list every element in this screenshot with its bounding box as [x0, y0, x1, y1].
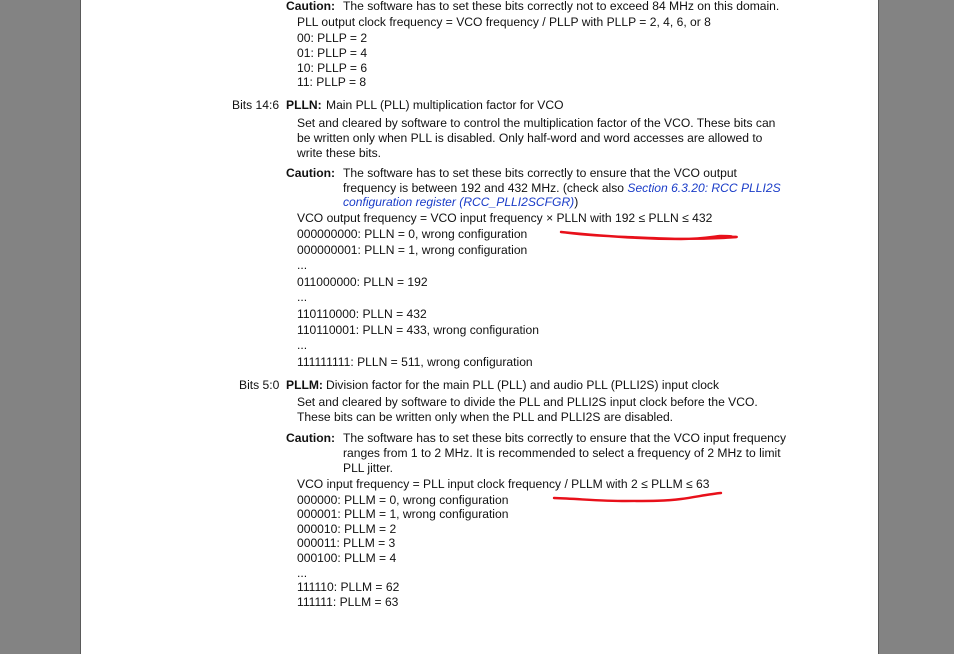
pllm-value: 000010: PLLM = 2	[297, 522, 397, 536]
pllm-value: 000100: PLLM = 4	[297, 551, 397, 565]
pllm-caution-line: ranges from 1 to 2 MHz. It is recommended to select a frequency of 2 MHz to limit	[343, 446, 781, 460]
plln-value: 110110001: PLLN = 433, wrong configuration	[297, 323, 539, 337]
plln-ellipsis: ...	[297, 338, 308, 352]
plln-desc: be written only when PLL is disabled. Only half-word and word accesses are allowed to	[297, 131, 763, 145]
plln-caution-line: configuration register (RCC_PLLI2SCFGR))	[343, 195, 579, 209]
annotation-layer	[81, 0, 878, 654]
pllm-title: Division factor for the main PLL (PLL) and audio PLL (PLLI2S) input clock	[326, 378, 720, 392]
pllm-ellipsis: ...	[297, 566, 308, 580]
pllp-value: 00: PLLP = 2	[297, 31, 368, 45]
plln-name: PLLN:	[286, 98, 322, 112]
plln-value: 110110000: PLLN = 432	[297, 307, 427, 321]
pllm-value: 111110: PLLM = 62	[297, 580, 400, 594]
plln-value: 000000000: PLLN = 0, wrong configuration	[297, 227, 528, 241]
pllp-value: 11: PLLP = 8	[297, 75, 367, 89]
pllp-formula: PLL output clock frequency = VCO frequency / PLLP with PLLP = 2, 4, 6, or 8	[297, 15, 711, 29]
plln-bits: Bits 14:6	[232, 98, 280, 112]
pllm-value: 111111: PLLM = 63	[297, 595, 399, 609]
caution-label: Caution:	[286, 431, 336, 445]
pllm-desc: Set and cleared by software to divide the PLL and PLLI2S input clock before the VCO.	[297, 395, 758, 409]
pllm-value: 000011: PLLM = 3	[297, 536, 396, 550]
plln-desc: Set and cleared by software to control the multiplication factor of the VCO. These bits can	[297, 116, 776, 130]
pllm-caution-line: The software has to set these bits correctly to ensure that the VCO input frequency	[343, 431, 786, 445]
plln-value: 000000001: PLLN = 1, wrong configuration	[297, 243, 528, 257]
pllp-value: 01: PLLP = 4	[297, 46, 368, 60]
red-underline-plln	[561, 232, 737, 239]
pllm-formula: VCO input frequency = PLL input clock frequency / PLLM with 2 ≤ PLLM ≤ 63	[297, 477, 710, 491]
plln-desc: write these bits.	[297, 146, 382, 160]
caution-label: Caution:	[286, 166, 336, 180]
red-underline-pllm	[554, 493, 721, 501]
plln-formula: VCO output frequency = VCO input frequency × PLLN with 192 ≤ PLLN ≤ 432	[297, 211, 713, 225]
pllm-bits: Bits 5:0	[239, 378, 280, 392]
plln-caution-line: frequency is between 192 and 432 MHz. (check also Section 6.3.20: RCC PLLI2S	[343, 181, 781, 195]
pllm-value: 000000: PLLM = 0, wrong configuration	[297, 493, 509, 507]
pllm-value: 000001: PLLM = 1, wrong configuration	[297, 507, 509, 521]
document-page	[81, 0, 878, 654]
pllm-desc: These bits can be written only when the PLL and PLLI2S are disabled.	[297, 410, 674, 424]
caution-label: Caution:	[286, 0, 336, 13]
caution-text: The software has to set these bits correctly not to exceed 84 MHz on this domain.	[343, 0, 780, 13]
plln-value: 011000000: PLLN = 192	[297, 275, 428, 289]
pllp-value: 10: PLLP = 6	[297, 61, 368, 75]
plln-value: 111111111: PLLN = 511, wrong configuration	[297, 355, 533, 369]
pllm-caution-line: PLL jitter.	[343, 461, 393, 475]
plln-caution-line: The software has to set these bits correctly to ensure that the VCO output	[343, 166, 737, 180]
section-link[interactable]: configuration register (RCC_PLLI2SCFGR)	[343, 195, 575, 209]
section-link[interactable]: Section 6.3.20: RCC PLLI2S	[627, 181, 781, 195]
plln-title: Main PLL (PLL) multiplication factor for VCO	[326, 98, 564, 112]
pllm-name: PLLM:	[286, 378, 323, 392]
plln-ellipsis: ...	[297, 290, 308, 304]
plln-ellipsis: ...	[297, 258, 308, 272]
